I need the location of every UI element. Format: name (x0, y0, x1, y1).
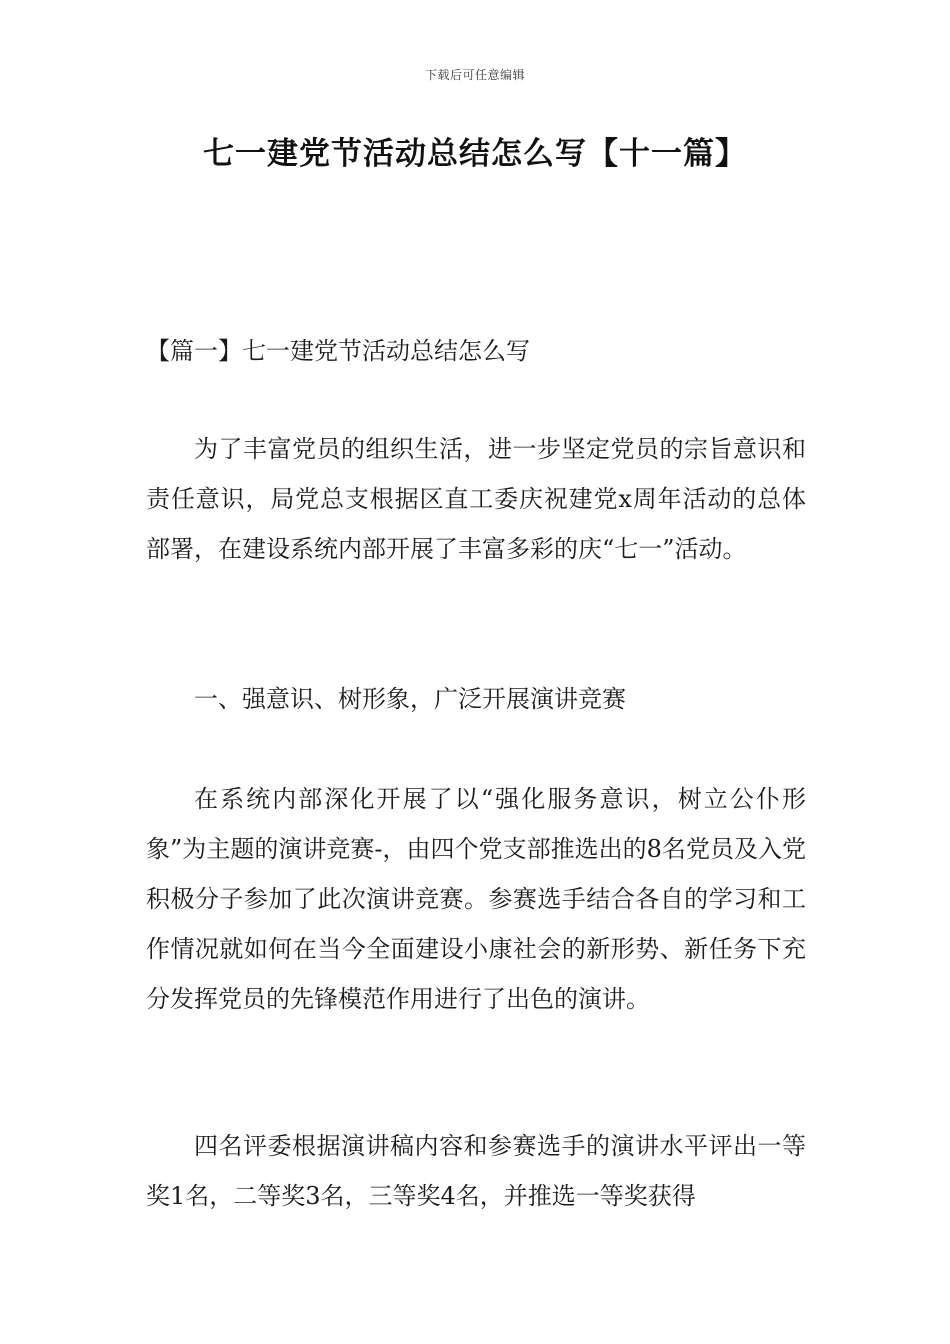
paragraph-judging: 四名评委根据演讲稿内容和参赛选手的演讲水平评出一等奖1名，二等奖3名，三等奖4名，并推选一等奖获得 (146, 1132, 806, 1210)
document-title: 七一建党节活动总结怎么写【十一篇】 (203, 136, 747, 172)
header-note: 下载后可任意编辑 (424, 68, 525, 82)
paragraph-speech-contest: 在系统内部深化开展了以“强化服务意识，树立公仆形象”为主题的演讲竞赛-，由四个党支部推选出的8名党员及入党积极分子参加了此次演讲竞赛。参赛选手结合各自的学习和工作情况就如何在当今全面建设小康社会的新形势、新任务下充分发挥党员的先锋模范作用进行了出色的演讲。 (146, 785, 806, 1013)
paragraph-intro: 为了丰富党员的组织生活，进一步坚定党员的宗旨意识和责任意识，局党总支根据区直工委庆祝建党x周年活动的总体部署，在建设系统内部开展了丰富多彩的庆“七一”活动。 (146, 435, 806, 563)
section-heading: 【篇一】七一建党节活动总结怎么写 (146, 337, 530, 365)
paragraph-subheading: 一、强意识、树形象，广泛开展演讲竞赛 (194, 685, 626, 713)
